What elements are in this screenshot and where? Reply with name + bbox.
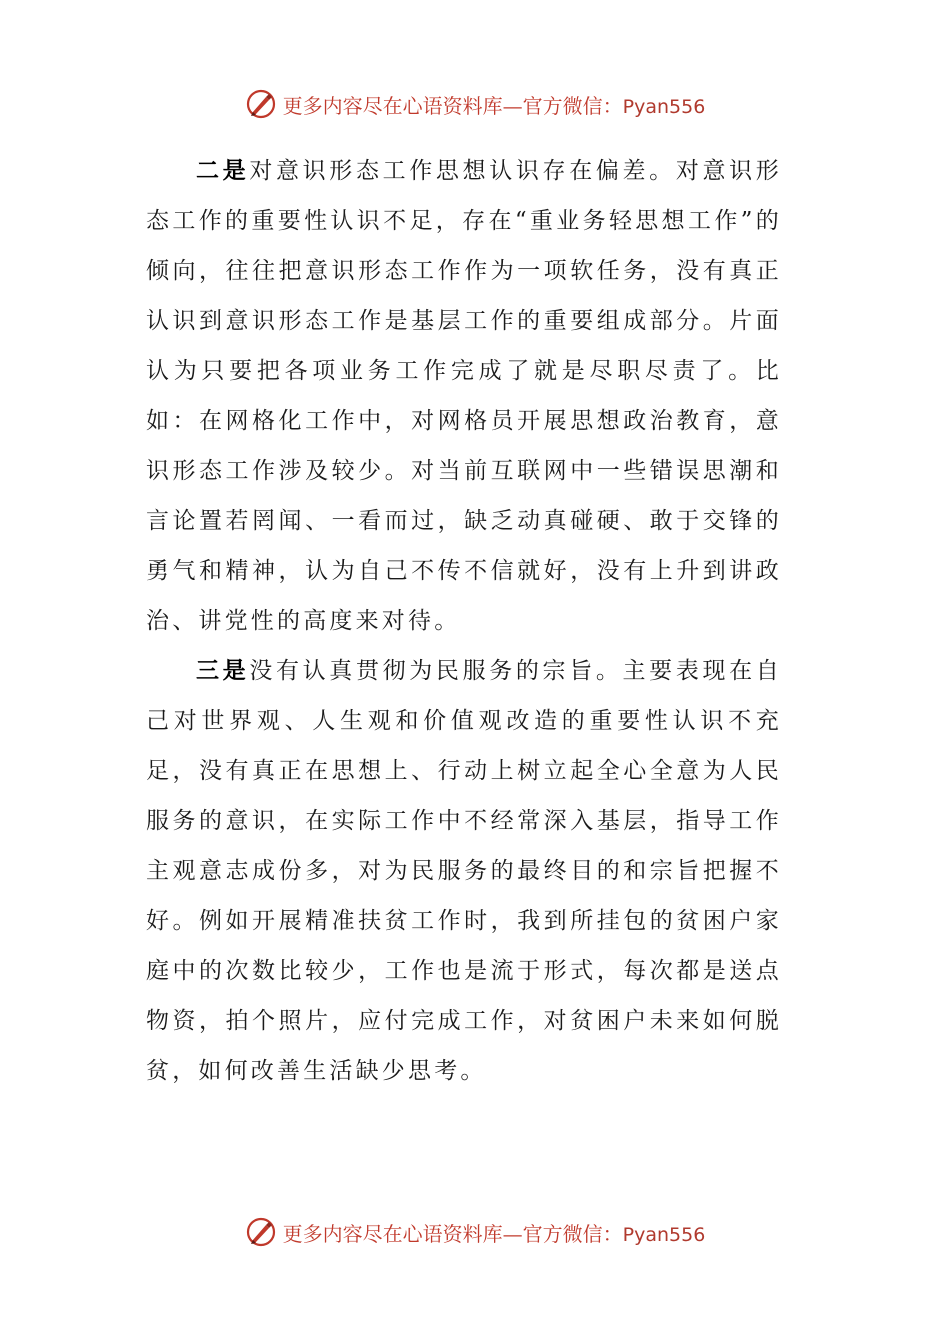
watermark-wechat-id: Pyan556 <box>622 95 706 118</box>
paragraph-text: 没有认真贯彻为民服务的宗旨。主要表现在自己对世界观、人生观和价值观改造的重要性认识不充足，没有真正在思想上、行动上树立起全心全意为人民服务的意识，在实际工作中不经常深入基层，指导工作主观意志成份多，对为民服务的最终目的和宗旨把握不好。例如开展精准扶贫工作时，我到所挂包的贫困户家庭中的次数比较少，工作也是流于形式，每次都是送点物资，拍个照片，应付完成工作，对贫困户未来如何脱贫，如何改善生活缺少思考。 <box>146 658 783 1084</box>
pen-logo-icon <box>245 1216 277 1248</box>
document-body <box>146 146 782 1096</box>
paragraph-text: 对意识形态工作思想认识存在偏差。对意识形态工作的重要性认识不足，存在“重业务轻思想工作”的倾向，往往把意识形态工作作为一项软任务，没有真正认识到意识形态工作是基层工作的重要组成部分。片面认为只要把各项业务工作完成了就是尽职尽责了。比如：在网格化工作中，对网格员开展思想政治教育，意识形态工作涉及较少。对当前互联网中一些错误思潮和言论置若罔闻、一看而过，缺乏动真碰硬、敢于交锋的勇气和精神，认为自己不传不信就好，没有上升到讲政治、讲党性的高度来对待。 <box>146 158 783 634</box>
watermark-wechat-id: Pyan556 <box>622 1223 706 1246</box>
watermark-site-text: 更多内容尽在心语资料库—官方微信： <box>282 1221 623 1246</box>
pen-logo-icon <box>245 88 277 120</box>
paragraph-three <box>146 646 782 1096</box>
header-watermark <box>0 82 950 126</box>
footer-watermark <box>0 1210 950 1254</box>
watermark-text <box>283 1218 706 1247</box>
paragraph-lead: 三是 <box>196 657 250 684</box>
paragraph-two <box>146 146 782 646</box>
watermark-site-text: 更多内容尽在心语资料库—官方微信： <box>282 93 623 118</box>
watermark-text <box>283 90 706 119</box>
paragraph-lead: 二是 <box>196 157 250 184</box>
